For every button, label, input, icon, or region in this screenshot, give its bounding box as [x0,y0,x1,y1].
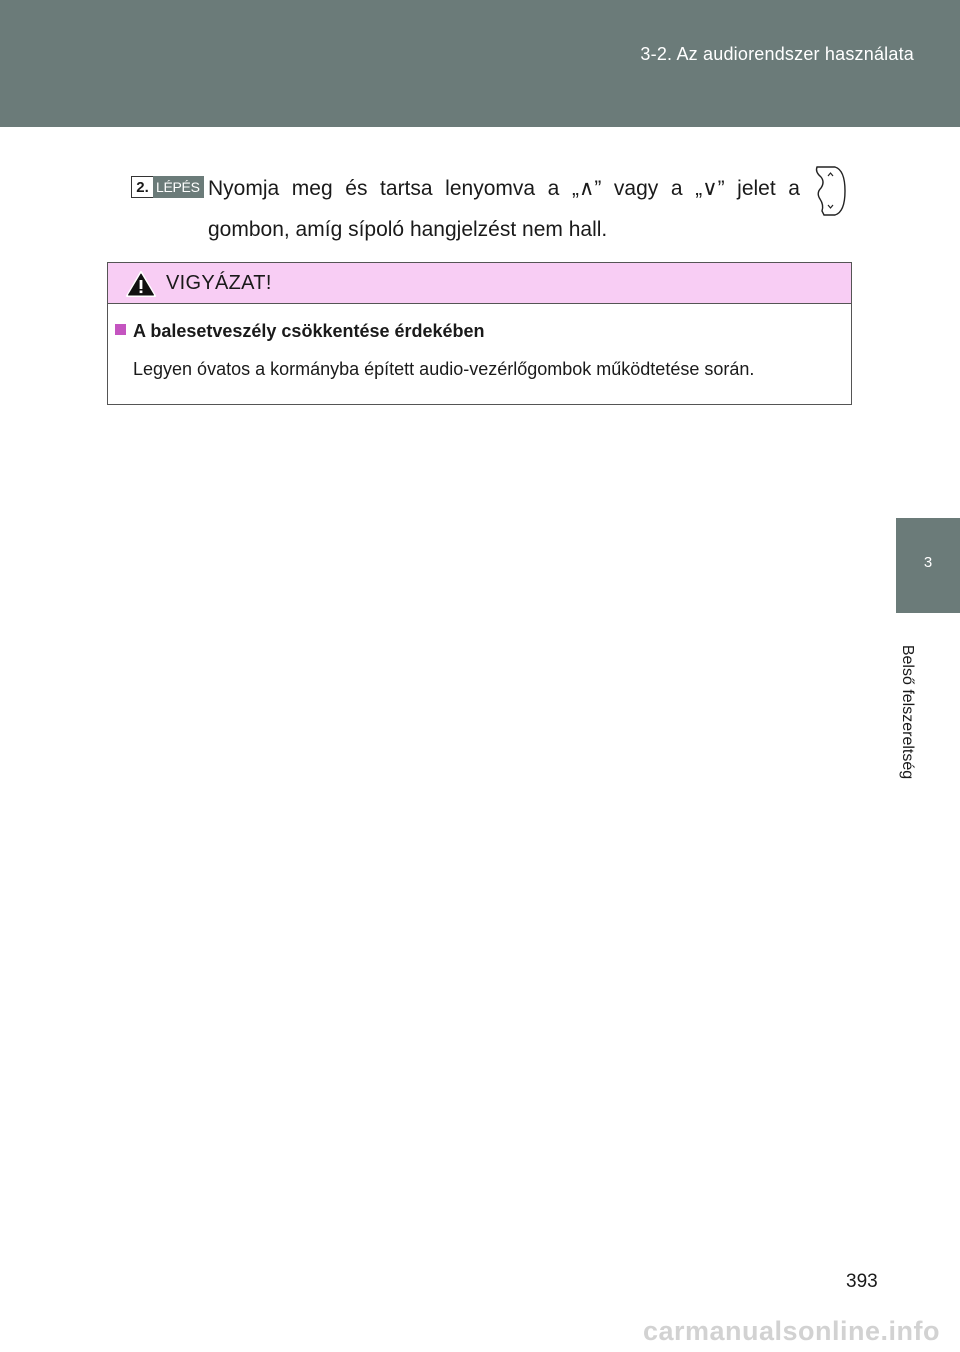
chapter-label: Belső felszereltség [899,644,916,780]
warning-icon [126,271,156,297]
chapter-number: 3 [923,554,933,571]
caution-header [108,263,851,304]
caution-subtitle: A balesetveszély csökkentése érdekében [133,321,485,341]
step-badge [131,176,204,198]
step-number: 2. [131,176,153,198]
watermark: carmanualsonline.info [642,1316,940,1346]
step-instruction-line-2: gombon, amíg sípoló hangjelzést nem hall. [208,218,608,241]
steering-switch-icon [813,166,847,216]
step-instruction-line-1: Nyomja meg és tartsa lenyomva a „∧” vagy a „∨” jelet a [208,177,800,200]
page-number: 393 [846,1271,878,1292]
section-title: 3-2. Az audiorendszer használata [640,44,914,64]
step-word: LÉPÉS [153,176,204,198]
caution-text: Legyen óvatos a kormányba épített audio-vezérlőgombok működtetése során. [133,359,755,379]
caution-title: VIGYÁZAT! [166,272,272,294]
header-band [0,0,960,127]
bullet-square-icon [115,324,126,335]
caution-box [107,262,852,405]
chapter-tab [896,518,960,613]
